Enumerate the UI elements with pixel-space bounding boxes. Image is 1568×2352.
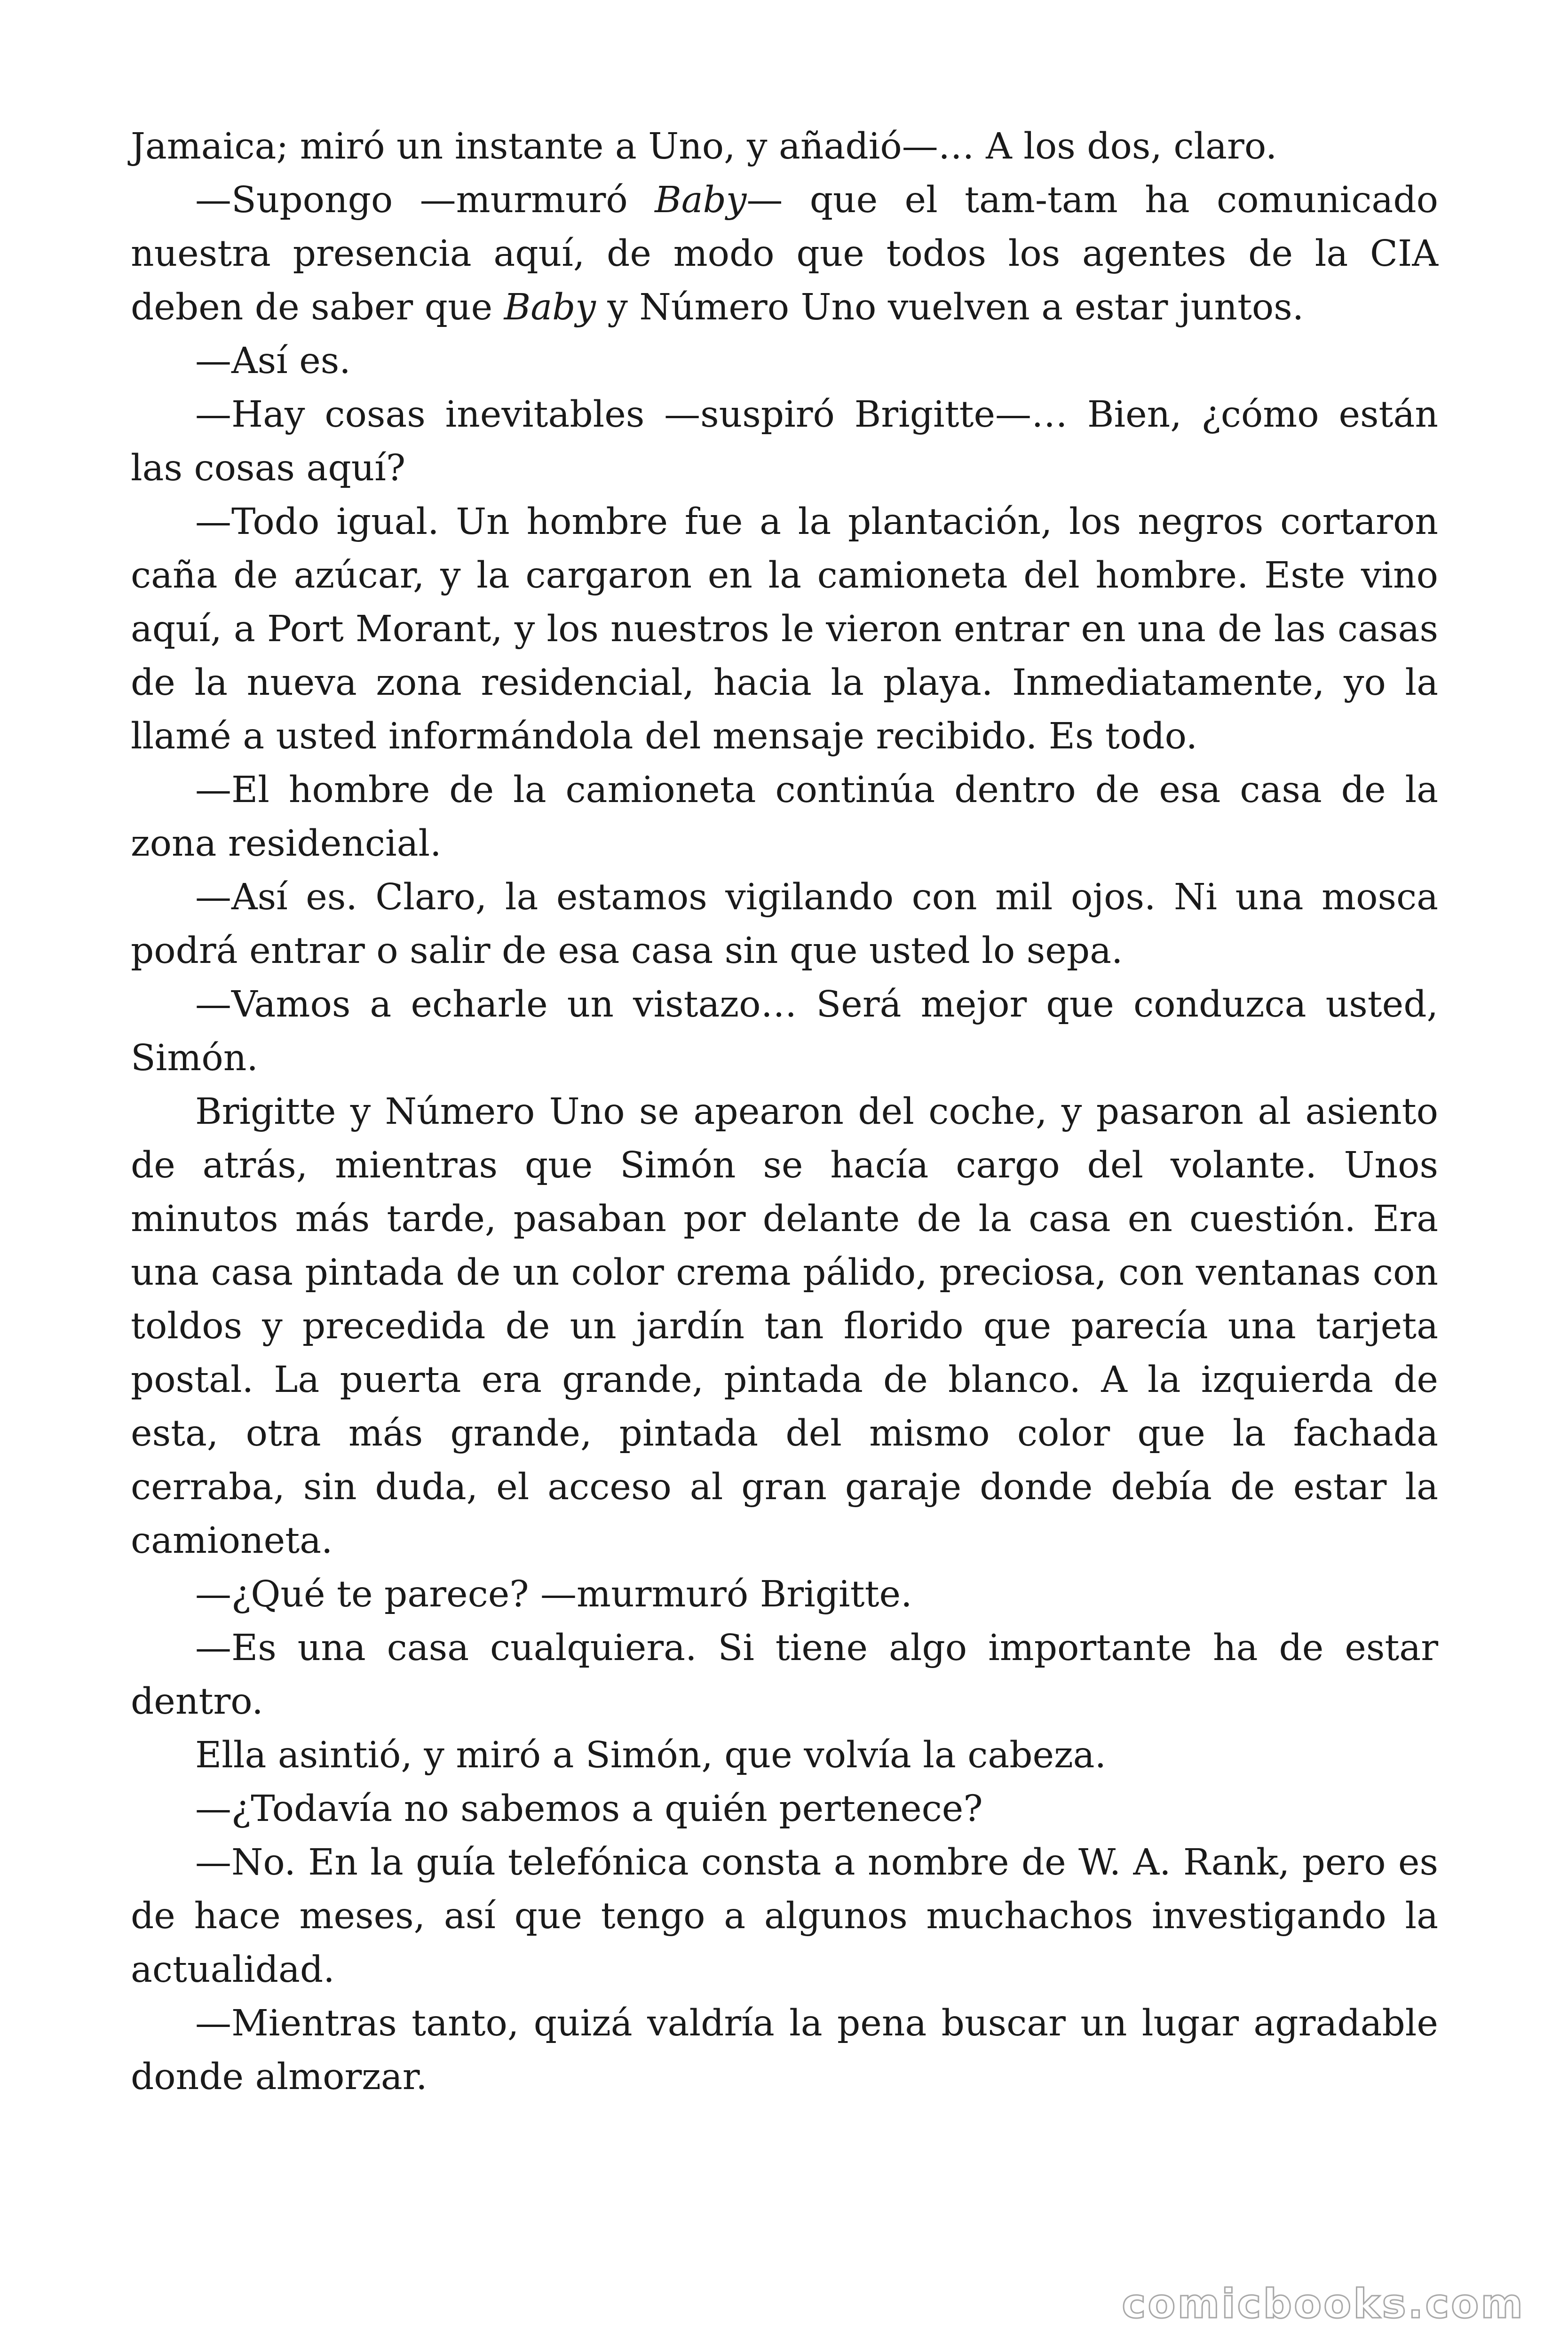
body-text (131, 120, 1438, 2104)
paragraph: —No. En la guía telefónica consta a nombre de W. A. Rank, pero es de hace meses, así que tengo a algunos muchachos investigando la actualidad. (131, 1842, 1438, 1991)
paragraph: —Supongo —murmuró Baby— que el tam-tam ha comunicado nuestra presencia aquí, de modo que todos los agentes de la CIA deben de saber que Baby y Número Uno vuelven a estar juntos. (131, 179, 1438, 328)
paragraph: —Todo igual. Un hombre fue a la plantación, los negros cortaron caña de azúcar, y la cargaron en la camioneta del hombre. Este vino aquí, a Port Morant, y los nuestros le vieron entrar en una de las casas de la nueva zona residencial, hacia la playa. Inmediatamente, yo la llamé a usted informándola del mensaje recibido. Es todo. (131, 501, 1438, 757)
paragraph: —¿Qué te parece? —murmuró Brigitte. (195, 1573, 912, 1615)
paragraph: —Mientras tanto, quizá valdría la pena buscar un lugar agradable donde almorzar. (131, 2002, 1438, 2098)
paragraph: —¿Todavía no sabemos a quién pertenece? (195, 1788, 983, 1830)
paragraph: —Así es. Claro, la estamos vigilando con mil ojos. Ni una mosca podrá entrar o salir de esa casa sin que usted lo sepa. (131, 876, 1438, 972)
paragraph: —El hombre de la camioneta continúa dentro de esa casa de la zona residencial. (131, 769, 1438, 865)
paragraph: Ella asintió, y miró a Simón, que volvía la cabeza. (195, 1734, 1107, 1776)
watermark-logo: comicbooks.com (1122, 2280, 1525, 2328)
paragraph: —Así es. (195, 340, 351, 382)
paragraph: Brigitte y Número Uno se apearon del coche, y pasaron al asiento de atrás, mientras que Simón se hacía cargo del volante. Unos minutos más tarde, pasaban por delante de la casa en cuestión. Era una casa pintada de un color crema pálido, preciosa, con ventanas con toldos y precedida de un jardín tan florido que parecía una tarjeta postal. La puerta era grande, pintada de blanco. A la izquierda de esta, otra más grande, pintada del mismo color que la fachada cerraba, sin duda, el acceso al gran garaje donde debía de estar la camioneta. (131, 1091, 1438, 1562)
paragraph: —Hay cosas inevitables —suspiró Brigitte—… Bien, ¿cómo están las cosas aquí? (131, 394, 1438, 489)
paragraph: —Es una casa cualquiera. Si tiene algo importante ha de estar dentro. (131, 1627, 1438, 1723)
paragraph: Jamaica; miró un instante a Uno, y añadió—… A los dos, claro. (131, 126, 1277, 167)
paragraph: —Vamos a echarle un vistazo… Será mejor que conduzca usted, Simón. (131, 984, 1438, 1079)
